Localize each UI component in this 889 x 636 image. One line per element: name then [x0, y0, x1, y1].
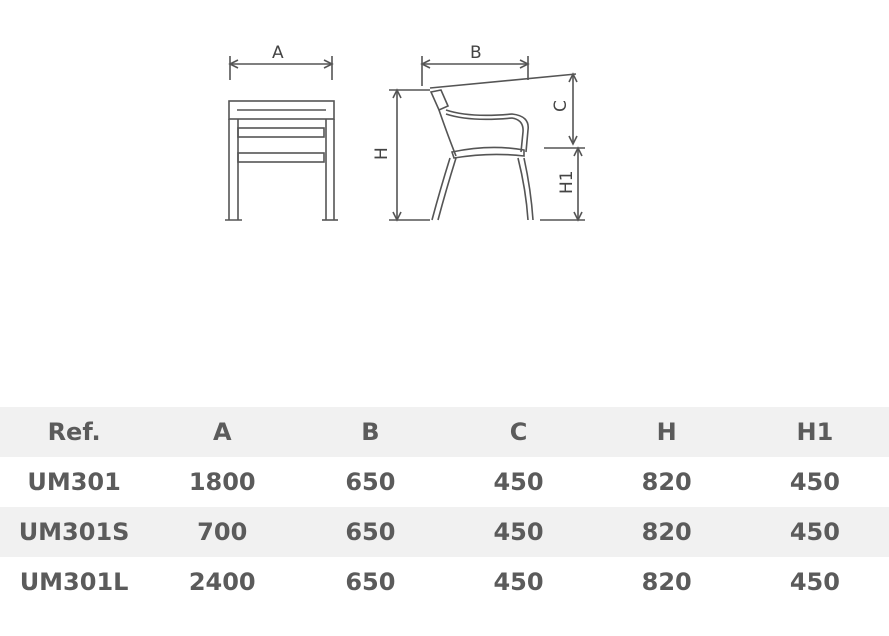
- cell-b: 650: [345, 568, 396, 596]
- header-b: B: [361, 418, 380, 446]
- cell-c: 450: [493, 518, 544, 546]
- dimension-label-h: H: [372, 147, 392, 160]
- side-view: [389, 56, 585, 220]
- cell-c: 450: [493, 468, 544, 496]
- table-header-row: [0, 407, 889, 457]
- cell-h1: 450: [789, 518, 840, 546]
- cell-b: 650: [345, 468, 396, 496]
- table-row: [0, 557, 889, 607]
- table-row: [0, 507, 889, 557]
- dimension-label-c: C: [551, 100, 571, 112]
- bench-dimension-drawing: [0, 0, 889, 260]
- cell-h: 820: [641, 468, 692, 496]
- cell-c: 450: [493, 568, 544, 596]
- cell-h: 820: [641, 518, 692, 546]
- dimension-label-b: B: [470, 43, 482, 63]
- cell-b: 650: [345, 518, 396, 546]
- header-h1: H1: [796, 418, 834, 446]
- header-h: H: [656, 418, 677, 446]
- table-row: [0, 457, 889, 507]
- cell-h: 820: [641, 568, 692, 596]
- dimension-label-h1: H1: [557, 170, 577, 194]
- header-a: A: [212, 418, 232, 446]
- header-ref: Ref.: [47, 418, 101, 446]
- cell-a: 1800: [188, 468, 256, 496]
- dimensions-table: [0, 407, 889, 607]
- cell-a: 700: [197, 518, 248, 546]
- front-view: [225, 56, 338, 220]
- header-c: C: [509, 418, 528, 446]
- cell-a: 2400: [188, 568, 256, 596]
- dimension-label-a: A: [272, 43, 284, 63]
- cell-ref: UM301: [27, 468, 121, 496]
- cell-h1: 450: [789, 568, 840, 596]
- cell-h1: 450: [789, 468, 840, 496]
- cell-ref: UM301L: [19, 568, 129, 596]
- cell-ref: UM301S: [18, 518, 130, 546]
